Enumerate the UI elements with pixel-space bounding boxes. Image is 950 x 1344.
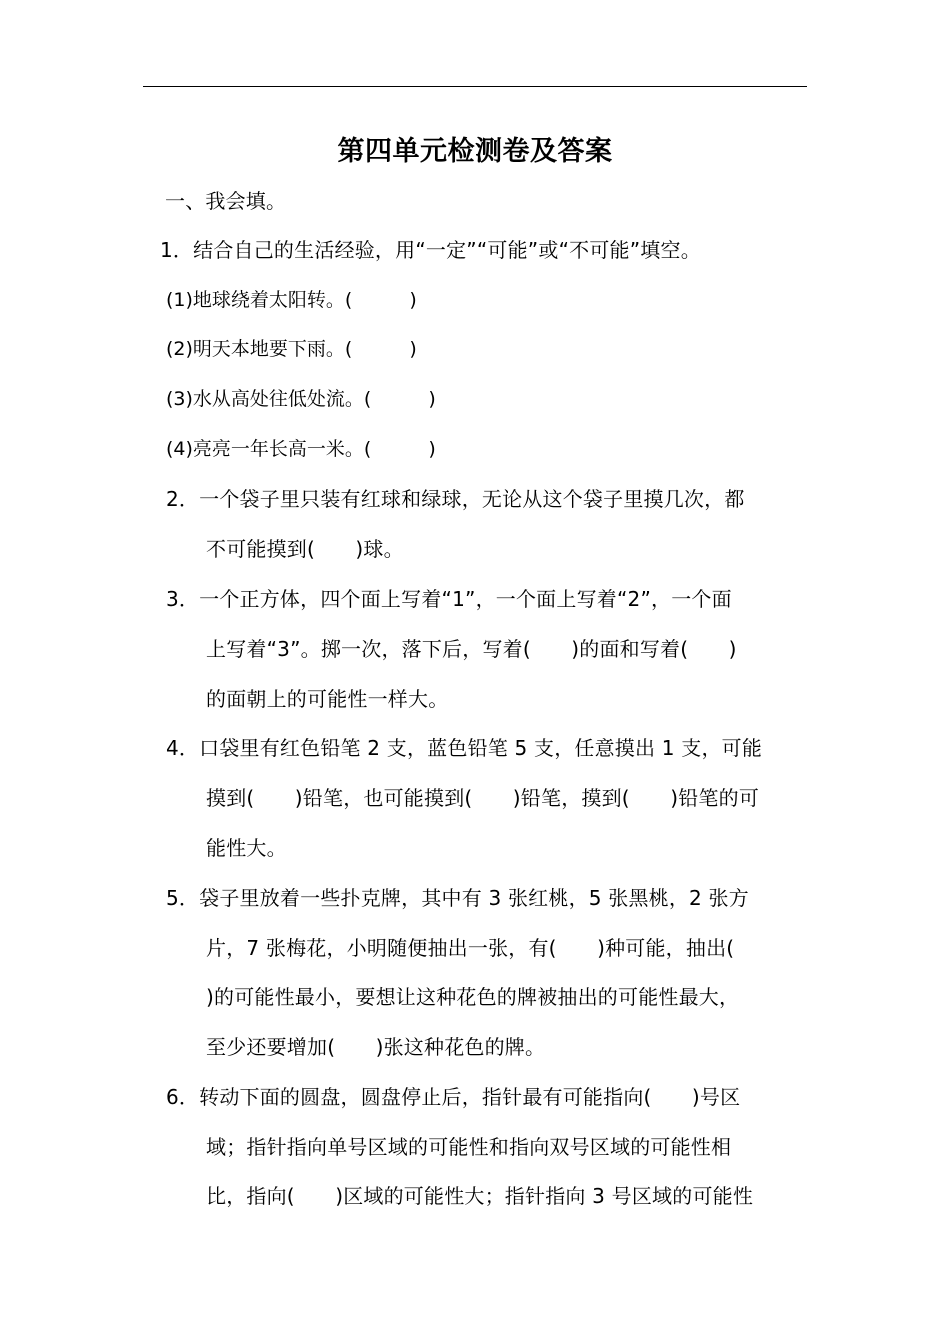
question-5-line-2: 片，7 张梅花，小明随便抽出一张，有( )种可能，抽出( bbox=[206, 936, 735, 960]
question-2-line-2: 不可能摸到( )球。 bbox=[206, 537, 404, 561]
question-5-line-3: )的可能性最小，要想让这种花色的牌被抽出的可能性最大， bbox=[206, 985, 740, 1009]
question-6-line-2: 域；指针指向单号区域的可能性和指向双号区域的可能性相 bbox=[206, 1135, 732, 1159]
header-rule bbox=[143, 86, 807, 87]
question-4-line-3: 能性大。 bbox=[206, 836, 287, 860]
question-3-line-2: 上写着“3”。掷一次，落下后，写着( )的面和写着( ) bbox=[206, 637, 737, 661]
section-heading: 一、我会填。 bbox=[165, 189, 287, 213]
question-2-line-1: 2．一个袋子里只装有红球和绿球，无论从这个袋子里摸几次，都 bbox=[166, 487, 745, 511]
question-1-sub-1: (1)地球绕着太阳转。( ) bbox=[166, 289, 417, 311]
question-5-line-4: 至少还要增加( )张这种花色的牌。 bbox=[206, 1035, 546, 1059]
question-4-line-1: 4．口袋里有红色铅笔 2 支，蓝色铅笔 5 支，任意摸出 1 支，可能 bbox=[166, 736, 763, 760]
question-1-sub-2: (2)明天本地要下雨。( ) bbox=[166, 338, 417, 360]
question-3-line-1: 3．一个正方体，四个面上写着“1”，一个面上写着“2”，一个面 bbox=[166, 587, 732, 611]
question-6-line-3: 比，指向( )区域的可能性大；指针指向 3 号区域的可能性 bbox=[206, 1184, 754, 1208]
question-1: 1．结合自己的生活经验，用“一定”“可能”或“不可能”填空。 bbox=[160, 238, 701, 262]
question-1-sub-4: (4)亮亮一年长高一米。( ) bbox=[166, 438, 436, 460]
page-title: 第四单元检测卷及答案 bbox=[337, 136, 613, 167]
question-4-line-2: 摸到( )铅笔，也可能摸到( )铅笔，摸到( )铅笔的可 bbox=[206, 786, 760, 810]
question-1-sub-3: (3)水从高处往低处流。( ) bbox=[166, 388, 436, 410]
question-3-line-3: 的面朝上的可能性一样大。 bbox=[206, 687, 449, 711]
question-6-line-1: 6．转动下面的圆盘，圆盘停止后，指针最有可能指向( )号区 bbox=[166, 1085, 741, 1109]
question-5-line-1: 5．袋子里放着一些扑克牌，其中有 3 张红桃，5 张黑桃，2 张方 bbox=[166, 886, 749, 910]
